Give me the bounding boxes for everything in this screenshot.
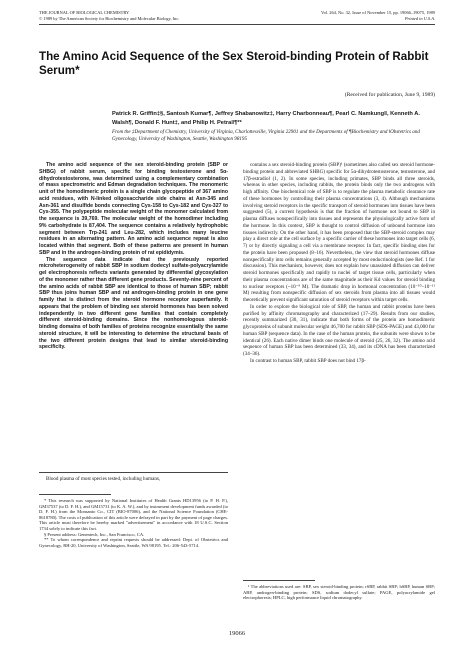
article-title: The Amino Acid Sequence of the Sex Steroid-binding Protein of Rabbit Serum* (39, 50, 429, 77)
abstract-paragraph: The amino acid sequence of the sex steroid-binding protein (SBP or SHBG) of rabbit serum, specific for binding testosterone and 5α-dihydrotestosterone, was determined using a complementary combination of mass spectrometric and Edman degradation techniques. The monomeric unit of the homodimeric protein is a single chain glycopeptide of 367 amino acid residues, with N-linked oligosaccharide side chains at Asn-345 and Asn-361 and disulfide bonds connecting Cys-158 to Cys-182 and Cys-327 to Cys-355. The polypeptide molecular weight of the monomer calculated from the sequence is 39,769. The molecular weight of the homodimer including 9% carbohydrate is 87,404. The sequence contains a relatively hydrophobic segment between Trp-241 and Leu-282, which includes many leucine residues in an alternating pattern. An amino acid sequence repeat is also located within that segment. Both of these patterns are present in human SBP and in the androgen-binding protein of rat epididymis. (39, 162, 228, 256)
abstract-paragraph: The sequence data indicate that the previously reported microheterogeneity of rabbit SBP in sodium dodecyl sulfate-polyacrylamide gel electrophoresis reflects variants generated by differential glycosylation of the monomer rather than different gene products. Seventy-nine percent of the amino acids of rabbit SBP are identical to those of human SBP; rabbit SBP thus joins human SBP and rat androgen-binding protein in one gene family that is distinct from the steroid hormone receptor superfamily. It appears that the problem of binding sex steroid hormones has been solved independently in two different gene families that contain completely different steroid-binding domains. Since the nonhomologous steroid-binding domains of both families of proteins recognize essentially the same steroid structure, it will be interesting to determine the structural basis of the two different protein designs that lead to similar steroid-binding specificity. (39, 256, 228, 351)
issue-info: Vol. 264, No. 32, Issue of November 15, pp. 19066–19075, 1989 (321, 10, 435, 15)
footnote-rule (243, 580, 315, 581)
page-number: 19066 (228, 630, 246, 637)
author-affiliations: From the ‡Department of Chemistry, University of Virginia, Charlottesville, Virginia 22901 and the Departments of ¶Biochemistry and ‖Obstetrics and Gynecology, University of Washington, Seattle, Washington 98195 (112, 129, 420, 142)
footnote-rule (39, 494, 111, 495)
copyright-line: © 1989 by The American Society for Biochemistry and Molecular Biology, Inc. (39, 15, 180, 21)
body-paragraph: contains a sex steroid-binding protein (SBP)¹ (sometimes also called sex steroid hormone-binding protein and abbreviated SHBG) specific for 5α-dihydrotestosterone, testosterone, and 17β-estradiol (1, 2). In some species, including primates, SBP binds all three steroids, whereas in other species, including rabbits, the protein binds only the two androgens with high affinity. One biochemical role of SBP is to regulate the plasma metabolic clearance rate of these hormones by controlling their plasma concentrations (3, 4). Although mechanisms involving steroid receptors in the specific transport of steroid hormones into tissues have been suggested (5), a current hypothesis is that the fraction of hormone not bound to SBP in plasma diffuses nonspecifically into tissues and represents the physiologically active form of the hormone. In this context, SBP is thought to control diffusion of unbound hormone into tissues indirectly. On the other hand, it has been proposed that the SBP-steroid complex may play a direct role at the cell surface by a specific carrier of these hormones into target cells (6, 7) or by directly signaling a cell via a membrane receptor. In fact, specific binding sites for the protein have been proposed (8–16). Nevertheless, the view that steroid hormones diffuse nonspecifically into cells remains generally accepted by most endocrinologists (see Ref. 1 for discussion). This mechanism, however, does not explain how unassisted diffusion can deliver steroid hormones specifically and rapidly to nuclei of target tissue cells, particularly when their plasma concentrations are of the same magnitude as their Kd values for steroid binding to nuclear receptors (~10⁻⁹ M). The dramatic drop in hormonal concentration (10⁻¹⁰–10⁻¹¹ M) resulting from nonspecific diffusion of sex steroids from plasma into all tissues would theoretically prevent significant saturation of steroid receptors within target cells. (243, 162, 435, 303)
footnotes-right (243, 584, 435, 601)
header-rule (39, 24, 435, 25)
body-text-left (39, 476, 228, 483)
body-paragraph: Blood plasma of most species tested, including humans, (46, 476, 161, 482)
printed-in: Printed in U.S.A. (404, 15, 435, 21)
body-text-right (243, 162, 435, 365)
journal-header-left (39, 10, 239, 21)
body-paragraph: In order to explore the biological role of SBP, the human and rabbit proteins have been purified by affinity chromatography and characterized (17–29). Results from our studies, recently summarized (30, 31), indicate that both forms of the protein are homodimeric glycoproteins of subunit molecular weight 46,700 for rabbit SBP (SDS-PAGE) and 43,000 for human SBP (sequence data). In the case of the human protein, the subunits were shown to be identical (26). Each native dimer binds one molecule of steroid (25, 26, 32). The amino acid sequence of human SBP has been determined (33, 34), and its cDNA has been characterized (34–36). (243, 303, 435, 357)
footnotes-left (39, 498, 228, 548)
body-paragraph: In contrast to human SBP, rabbit SBP does not bind 17β- (250, 357, 366, 364)
footnote: ** To whom correspondence and reprint requests should be addressed: Dept. of Obstetrics and Gynecology, RH-20, University of Washington, Seattle, WA 98195. Tel.: 206-543-5714. (39, 537, 228, 548)
received-date: (Received for publication, June 9, 1989) (344, 92, 435, 98)
journal-name: THE JOURNAL OF BIOLOGICAL CHEMISTRY (39, 10, 130, 15)
author-list: Patrick R. Griffin‡§, Santosh Kumar¶, Jeffrey Shabanowitz‡, Harry Charbonneau¶, Pearl C. Namkung‖, Kenneth A. Walsh¶, Donald F. Hunt‡, and Philip H. Petra‖¶** (112, 111, 420, 126)
footnote: § Present address: Genentech, Inc., San Francisco, CA. (44, 531, 145, 537)
abstract-separator (39, 472, 228, 473)
journal-header-right (255, 10, 435, 21)
abstract (39, 162, 228, 351)
footnote: ¹ The abbreviations used are: SBP, sex steroid-binding protein; rSBP, rabbit SBP; hSBP, human SBP; ABP, androgen-binding protein; SDS, sodium dodecyl sulfate; PAGE, polyacrylamide gel electrophoresis; HPLC, high performance liquid chromatography. (243, 584, 435, 601)
footnote: * This research was supported by National Institutes of Health Grants HD13956 (to P. H. P.), GM37537 (to D. F. H.), and GM15731 (to K. A. W.), and by instrument development funds awarded (to D. F. H.) from the Monsanto Co., CIT (BIO-87006), and the National Science Foundation (CHE-8618780). The costs of publication of this article were defrayed in part by the payment of page charges. This article must therefore be hereby marked "advertisement" in accordance with 18 U.S.C. Section 1734 solely to indicate this fact. (39, 498, 228, 531)
